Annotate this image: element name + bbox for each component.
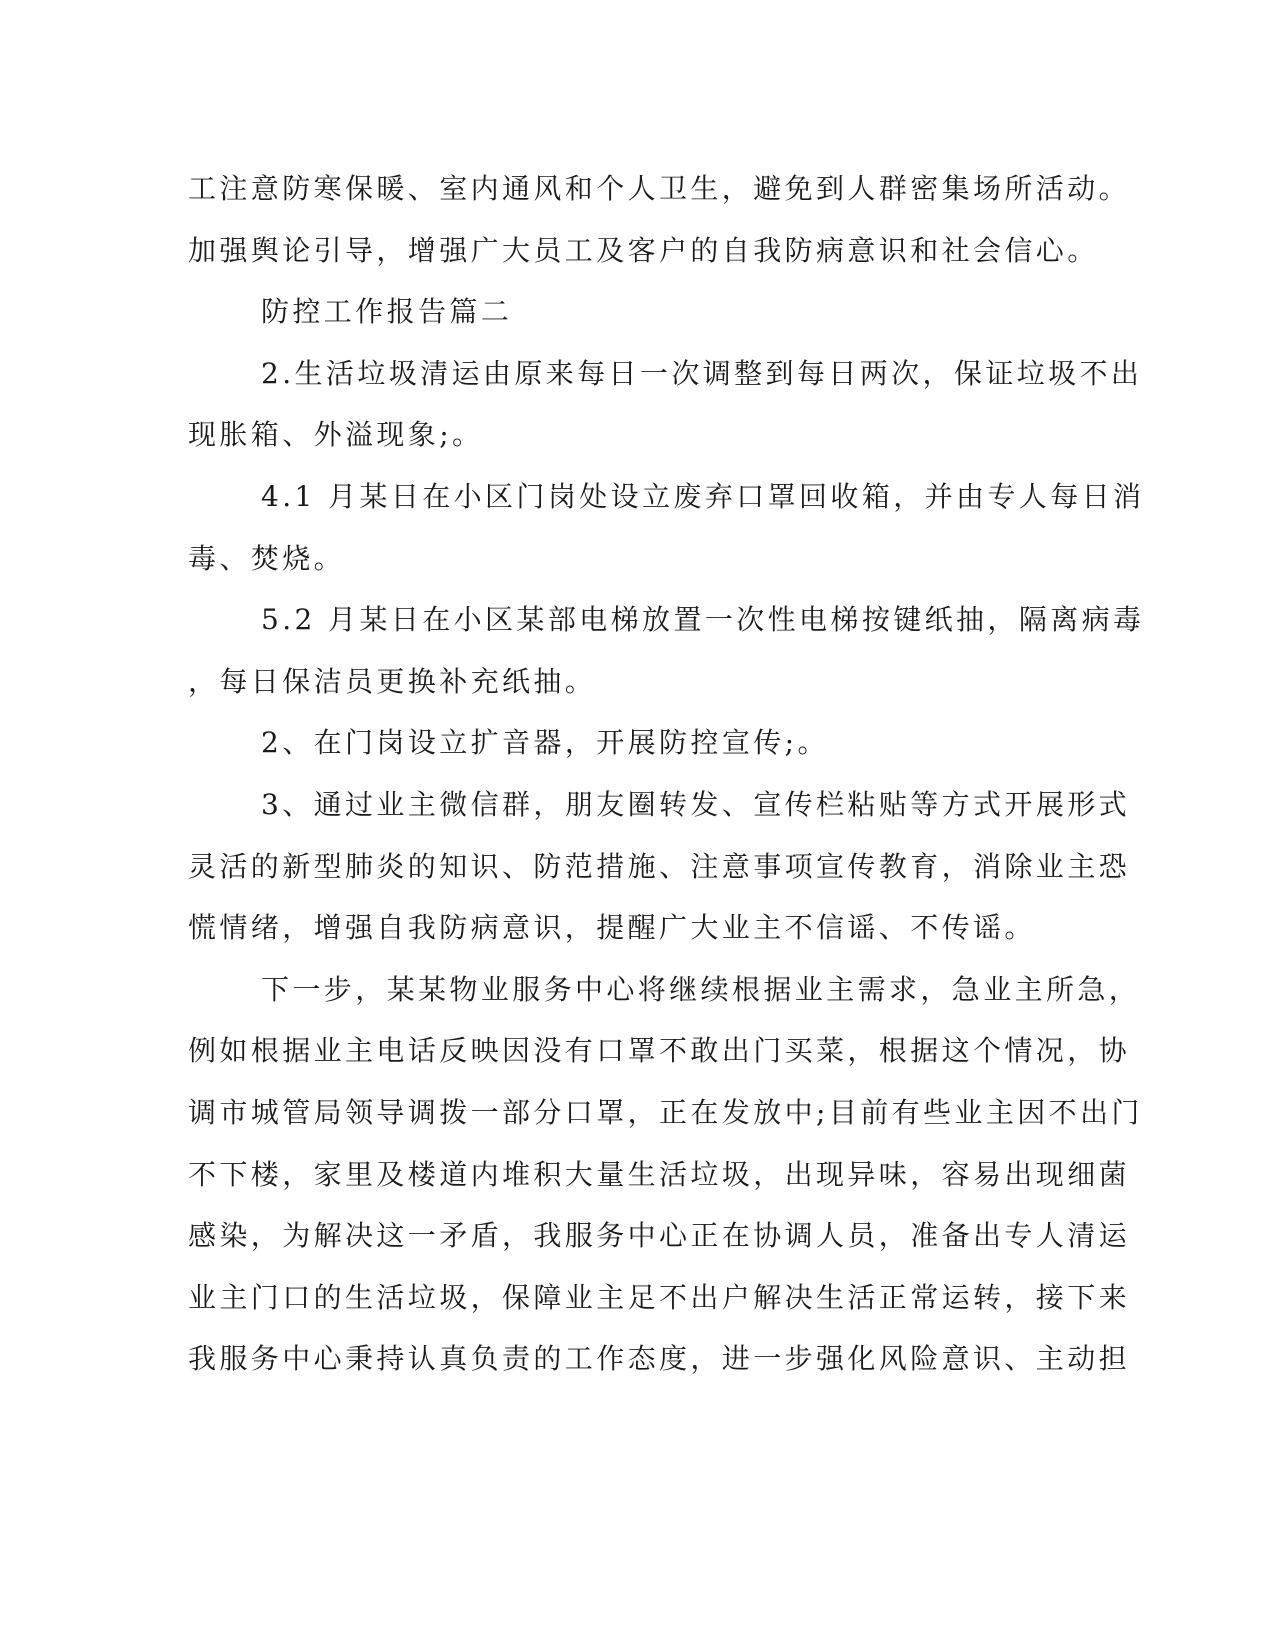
text-line: 毒、焚烧。 (188, 541, 346, 575)
text-line: 加强舆论引导，增强广大员工及客户的自我防病意识和社会信心。 (188, 233, 1099, 267)
text-line: 3、通过业主微信群，朋友圈转发、宣传栏粘贴等方式开展形式 (261, 787, 1131, 821)
text-line: 例如根据业主电话反映因没有口罩不敢出门买菜，根据这个情况，协 (188, 1034, 1131, 1068)
text-line: 业主门口的生活垃圾，保障业主足不出户解决生活正常运转，接下来 (188, 1280, 1131, 1314)
text-line: 5.2 月某日在小区某部电梯放置一次性电梯按键纸抽，隔离病毒 (261, 603, 1145, 637)
body-text (188, 158, 1145, 1390)
text-line: 感染，为解决这一矛盾，我服务中心正在协调人员，准备出专人清运 (188, 1219, 1131, 1253)
text-line: 慌情绪，增强自我防病意识，提醒广大业主不信谣、不传谣。 (188, 911, 1036, 945)
text-line: 不下楼，家里及楼道内堆积大量生活垃圾，出现异味，容易出现细菌 (188, 1157, 1131, 1191)
text-line: 4.1 月某日在小区门岗处设立废弃口罩回收箱，并由专人每日消 (261, 479, 1145, 513)
text-line: ，每日保洁员更换补充纸抽。 (188, 664, 597, 698)
text-line: 下一步，某某物业服务中心将继续根据业主需求，急业主所急， (261, 972, 1141, 1006)
text-line: 调市城管局领导调拨一部分口罩，正在发放中;目前有些业主因不出门 (188, 1095, 1143, 1129)
text-line: 2.生活垃圾清运由原来每日一次调整到每日两次，保证垃圾不出 (261, 356, 1143, 390)
text-line: 防控工作报告篇二 (261, 295, 513, 329)
text-line: 工注意防寒保暖、室内通风和个人卫生，避免到人群密集场所活动。 (188, 172, 1131, 205)
text-line: 现胀箱、外溢现象;。 (188, 418, 484, 452)
text-line: 2、在门岗设立扩音器，开展防控宣传;。 (261, 726, 829, 760)
text-line: 灵活的新型肺炎的知识、防范措施、注意事项宣传教育，消除业主恐 (188, 849, 1131, 883)
text-line: 我服务中心秉持认真负责的工作态度，进一步强化风险意识、主动担 (188, 1342, 1131, 1376)
